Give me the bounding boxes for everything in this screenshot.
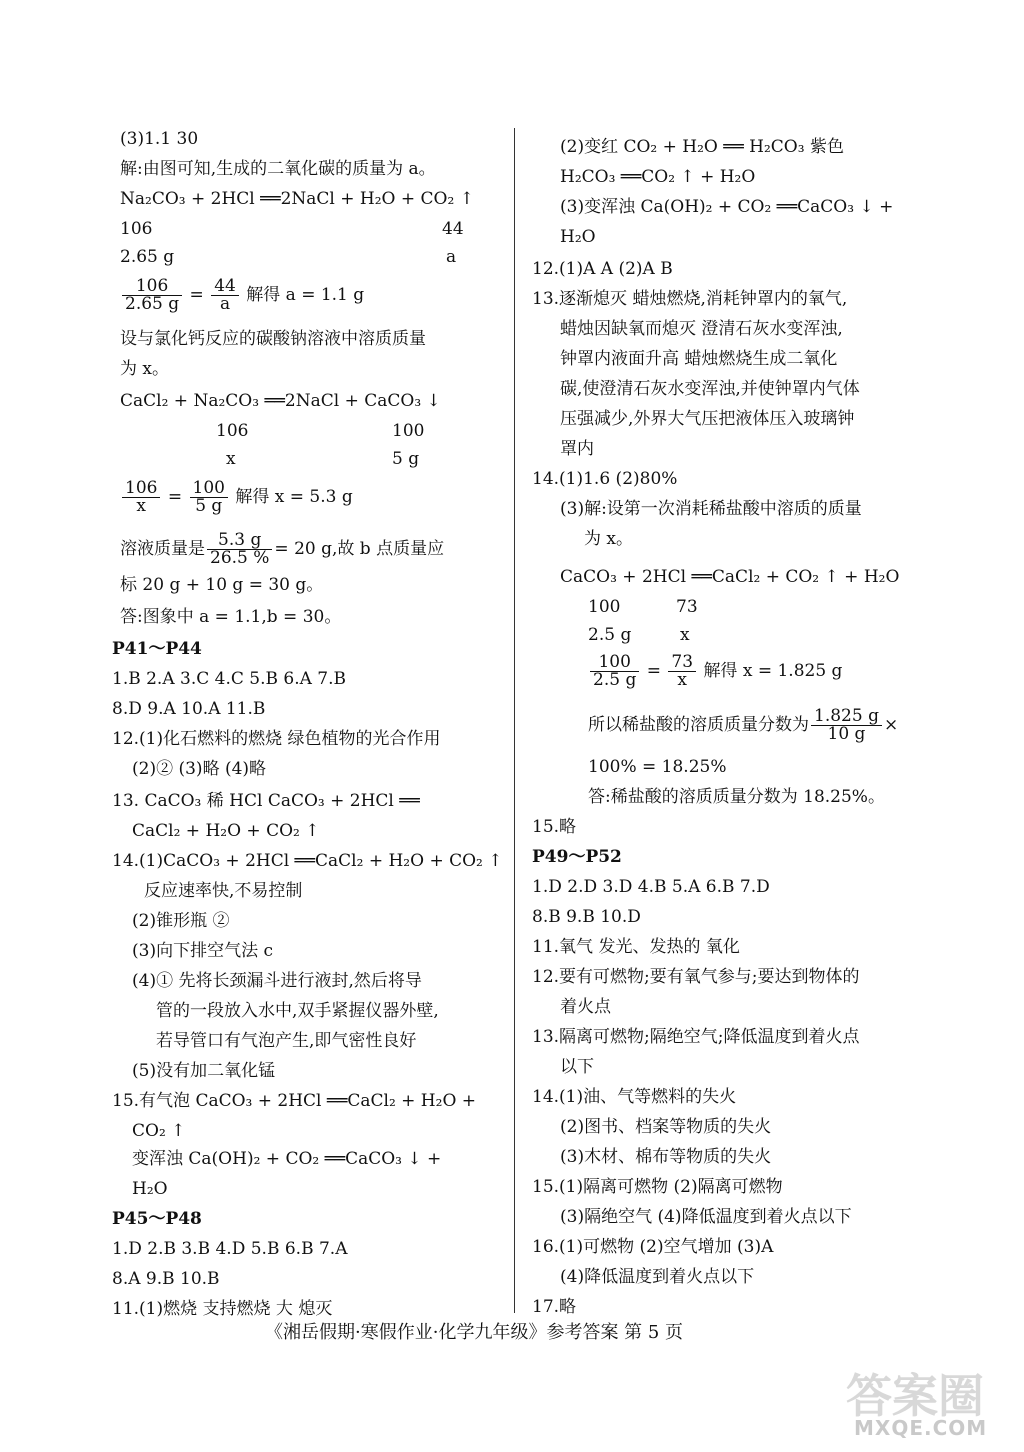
answer-line: 100 — [588, 597, 621, 617]
answer-line: 13. CaCO₃ 稀 HCl CaCO₃ + 2HCl ══ — [112, 791, 420, 811]
text-l12_den2: 5 g — [195, 496, 223, 516]
answer-line: 12.(1)A A (2)A B — [532, 259, 673, 279]
section-heading: P49～P52 — [532, 847, 622, 867]
answer-line: 2.65 g — [120, 247, 175, 267]
answer-line: 14.(1)1.6 (2)80% — [532, 469, 678, 489]
text-l6_num2: 44 — [211, 278, 239, 296]
answer-line: 管的一段放入水中,双手紧握仪器外壁, — [156, 1001, 439, 1021]
page-footer: 《湘岳假期·寒假作业·化学九年级》参考答案 第 5 页 — [265, 1322, 684, 1343]
answer-line: 答:图象中 a = 1.1,b = 30。 — [120, 607, 342, 627]
answer-line: H₂O — [132, 1179, 168, 1199]
answer-line: CaCO₃ + 2HCl ══CaCl₂ + CO₂ ↑ + H₂O — [560, 567, 900, 587]
answer-line: (3)木材、棉布等物质的失火 — [560, 1147, 772, 1167]
answer-line: 11.氧气 发光、发热的 氧化 — [532, 937, 740, 957]
answer-line: 100 — [392, 421, 425, 441]
answer-line: 73 — [676, 597, 698, 617]
answer-line: 标 20 g + 10 g = 30 g。 — [120, 575, 324, 595]
answer-line: 为 x。 — [120, 359, 169, 379]
answer-line: x — [226, 449, 236, 469]
answer-line: 13.逐渐熄灭 蜡烛燃烧,消耗钟罩内的氧气, — [532, 289, 848, 309]
section-heading: P45～P48 — [112, 1209, 202, 1229]
text-l13_post: = 20 g,故 b 点质量应 — [274, 539, 445, 559]
answer-line: 12.(1)化石燃料的燃烧 绿色植物的光合作用 — [112, 729, 441, 749]
text-r18_den2: x — [677, 670, 687, 690]
answer-line: (3)隔绝空气 (4)降低温度到着火点以下 — [560, 1207, 852, 1227]
answer-line: 15.有气泡 CaCO₃ + 2HCl ══CaCl₂ + H₂O + — [112, 1091, 477, 1111]
text-l12_num: 106 — [122, 480, 160, 498]
answer-line: 106 — [120, 219, 153, 239]
text-l12_rest: 解得 x = 5.3 g — [235, 487, 353, 507]
text-r18_rest: 解得 x = 1.825 g — [703, 661, 843, 681]
answer-line: (2)② (3)略 (4)略 — [132, 759, 267, 779]
fraction — [122, 480, 160, 515]
answer-line: 15.略 — [532, 817, 577, 837]
answer-line: 13.隔离可燃物;隔绝空气;降低温度到着火点 — [532, 1027, 860, 1047]
watermark-logo — [846, 1360, 1011, 1440]
answer-line: 蜡烛因缺氧而熄灭 澄清石灰水变浑浊, — [560, 319, 843, 339]
fraction — [190, 480, 228, 515]
fraction — [211, 278, 239, 313]
answer-line: 8.D 9.A 10.A 11.B — [112, 699, 266, 719]
watermark-url: MXQE.COM — [854, 1416, 988, 1440]
answer-line: H₂CO₃ ══CO₂ ↑ + H₂O — [560, 167, 756, 187]
answer-line: (3)1.1 30 — [120, 129, 199, 149]
equation-line-18 — [588, 654, 842, 689]
equals-sign: = — [184, 285, 210, 305]
answer-line: 为 x。 — [584, 529, 633, 549]
answer-line: 106 — [216, 421, 249, 441]
text-l6_den2: a — [219, 294, 231, 314]
text-l13_num: 5.3 g — [207, 532, 272, 550]
text-r19_pre: 所以稀盐酸的溶质质量分数为 — [588, 715, 809, 735]
answer-line: 8.B 9.B 10.D — [532, 907, 641, 927]
text-r18_den: 2.5 g — [593, 670, 637, 690]
text-r18_num: 100 — [590, 654, 639, 672]
answer-line: H₂O — [560, 227, 596, 247]
equals-sign: = — [162, 487, 188, 507]
answer-line: CaCl₂ + Na₂CO₃ ══2NaCl + CaCO₃ ↓ — [120, 391, 441, 411]
answer-line: (3)变浑浊 Ca(OH)₂ + CO₂ ══CaCO₃ ↓ + — [560, 197, 894, 217]
text-l12_num2: 100 — [190, 480, 228, 498]
answer-line: 44 — [442, 219, 464, 239]
answer-line: 变浑浊 Ca(OH)₂ + CO₂ ══CaCO₃ ↓ + — [132, 1149, 442, 1169]
answer-line: CaCl₂ + H₂O + CO₂ ↑ — [132, 821, 320, 841]
fraction — [668, 654, 696, 689]
answer-line: 1.B 2.A 3.C 4.C 5.B 6.A 7.B — [112, 669, 347, 689]
answer-line: 11.(1)燃烧 支持燃烧 大 熄灭 — [112, 1299, 333, 1319]
answer-line: a — [446, 247, 457, 267]
text-r19_post: × — [883, 715, 899, 735]
text-l13_pre: 溶液质量是 — [120, 539, 205, 559]
answer-line: (2)图书、档案等物质的失火 — [560, 1117, 772, 1137]
text-l13_den: 26.5 % — [210, 548, 270, 568]
answer-line: 1.D 2.B 3.B 4.D 5.B 6.B 7.A — [112, 1239, 348, 1259]
answer-line: (2)锥形瓶 ② — [132, 911, 230, 931]
text-l6_num: 106 — [122, 278, 182, 296]
answer-line: 钟罩内液面升高 蜡烛燃烧生成二氧化 — [560, 349, 838, 369]
answer-line: (2)变红 CO₂ + H₂O ══ H₂CO₃ 紫色 — [560, 137, 844, 157]
answer-line: x — [680, 625, 690, 645]
answer-line: 反应速率快,不易控制 — [144, 881, 303, 901]
fraction — [122, 278, 182, 313]
answer-line: 14.(1)油、气等燃料的失火 — [532, 1087, 737, 1107]
fraction — [590, 654, 639, 689]
answer-line: 17.略 — [532, 1297, 577, 1317]
answer-line: 解:由图可知,生成的二氧化碳的质量为 a。 — [120, 159, 436, 179]
answer-line: 16.(1)可燃物 (2)空气增加 (3)A — [532, 1237, 774, 1257]
answer-line: 着火点 — [560, 997, 611, 1017]
answer-line: Na₂CO₃ + 2HCl ══2NaCl + H₂O + CO₂ ↑ — [120, 189, 474, 209]
answer-line: 15.(1)隔离可燃物 (2)隔离可燃物 — [532, 1177, 783, 1197]
watermark-cn: 答案圈 — [846, 1369, 984, 1423]
answer-line: 罩内 — [560, 439, 594, 459]
answer-line: 答:稀盐酸的溶质质量分数为 18.25%。 — [588, 787, 885, 807]
text-r19_den: 10 g — [827, 724, 866, 744]
equation-line-12 — [120, 480, 353, 515]
fraction — [207, 532, 272, 567]
answer-line: (4)降低温度到着火点以下 — [560, 1267, 755, 1287]
equation-line-13 — [120, 532, 444, 567]
answer-line: CO₂ ↑ — [132, 1121, 186, 1141]
answer-line: 若导管口有气泡产生,即气密性良好 — [156, 1031, 417, 1051]
answer-line: 12.要有可燃物;要有氧气参与;要达到物体的 — [532, 967, 860, 987]
equation-line-6 — [120, 278, 364, 313]
answer-line: 100% = 18.25% — [588, 757, 727, 777]
answer-line: 压强减少,外界大气压把液体压入玻璃钟 — [560, 409, 855, 429]
text-l6_rest: 解得 a = 1.1 g — [246, 285, 365, 305]
column-divider — [514, 128, 515, 1313]
equation-line-19 — [588, 708, 898, 743]
answer-line: (3)向下排空气法 c — [132, 941, 274, 961]
text-r19_num: 1.825 g — [811, 708, 882, 726]
answer-line: 1.D 2.D 3.D 4.B 5.A 6.B 7.D — [532, 877, 770, 897]
fraction — [811, 708, 882, 743]
equals-sign: = — [641, 661, 667, 681]
answer-line: 8.A 9.B 10.B — [112, 1269, 220, 1289]
text-l12_den: x — [136, 496, 147, 516]
answer-line: 以下 — [560, 1057, 594, 1077]
section-heading: P41～P44 — [112, 639, 202, 659]
answer-line: 设与氯化钙反应的碳酸钠溶液中溶质质量 — [120, 329, 426, 349]
answer-line: (5)没有加二氧化锰 — [132, 1061, 276, 1081]
text-l6_den: 2.65 g — [125, 294, 180, 314]
answer-line: 5 g — [392, 449, 420, 469]
answer-line: (4)① 先将长颈漏斗进行液封,然后将导 — [132, 971, 422, 991]
answer-line: 14.(1)CaCO₃ + 2HCl ══CaCl₂ + H₂O + CO₂ ↑ — [112, 851, 503, 871]
answer-line: 2.5 g — [588, 625, 632, 645]
text-r18_num2: 73 — [668, 654, 696, 672]
answer-line: (3)解:设第一次消耗稀盐酸中溶质的质量 — [560, 499, 862, 519]
answer-line: 碳,使澄清石灰水变浑浊,并使钟罩内气体 — [560, 379, 860, 399]
